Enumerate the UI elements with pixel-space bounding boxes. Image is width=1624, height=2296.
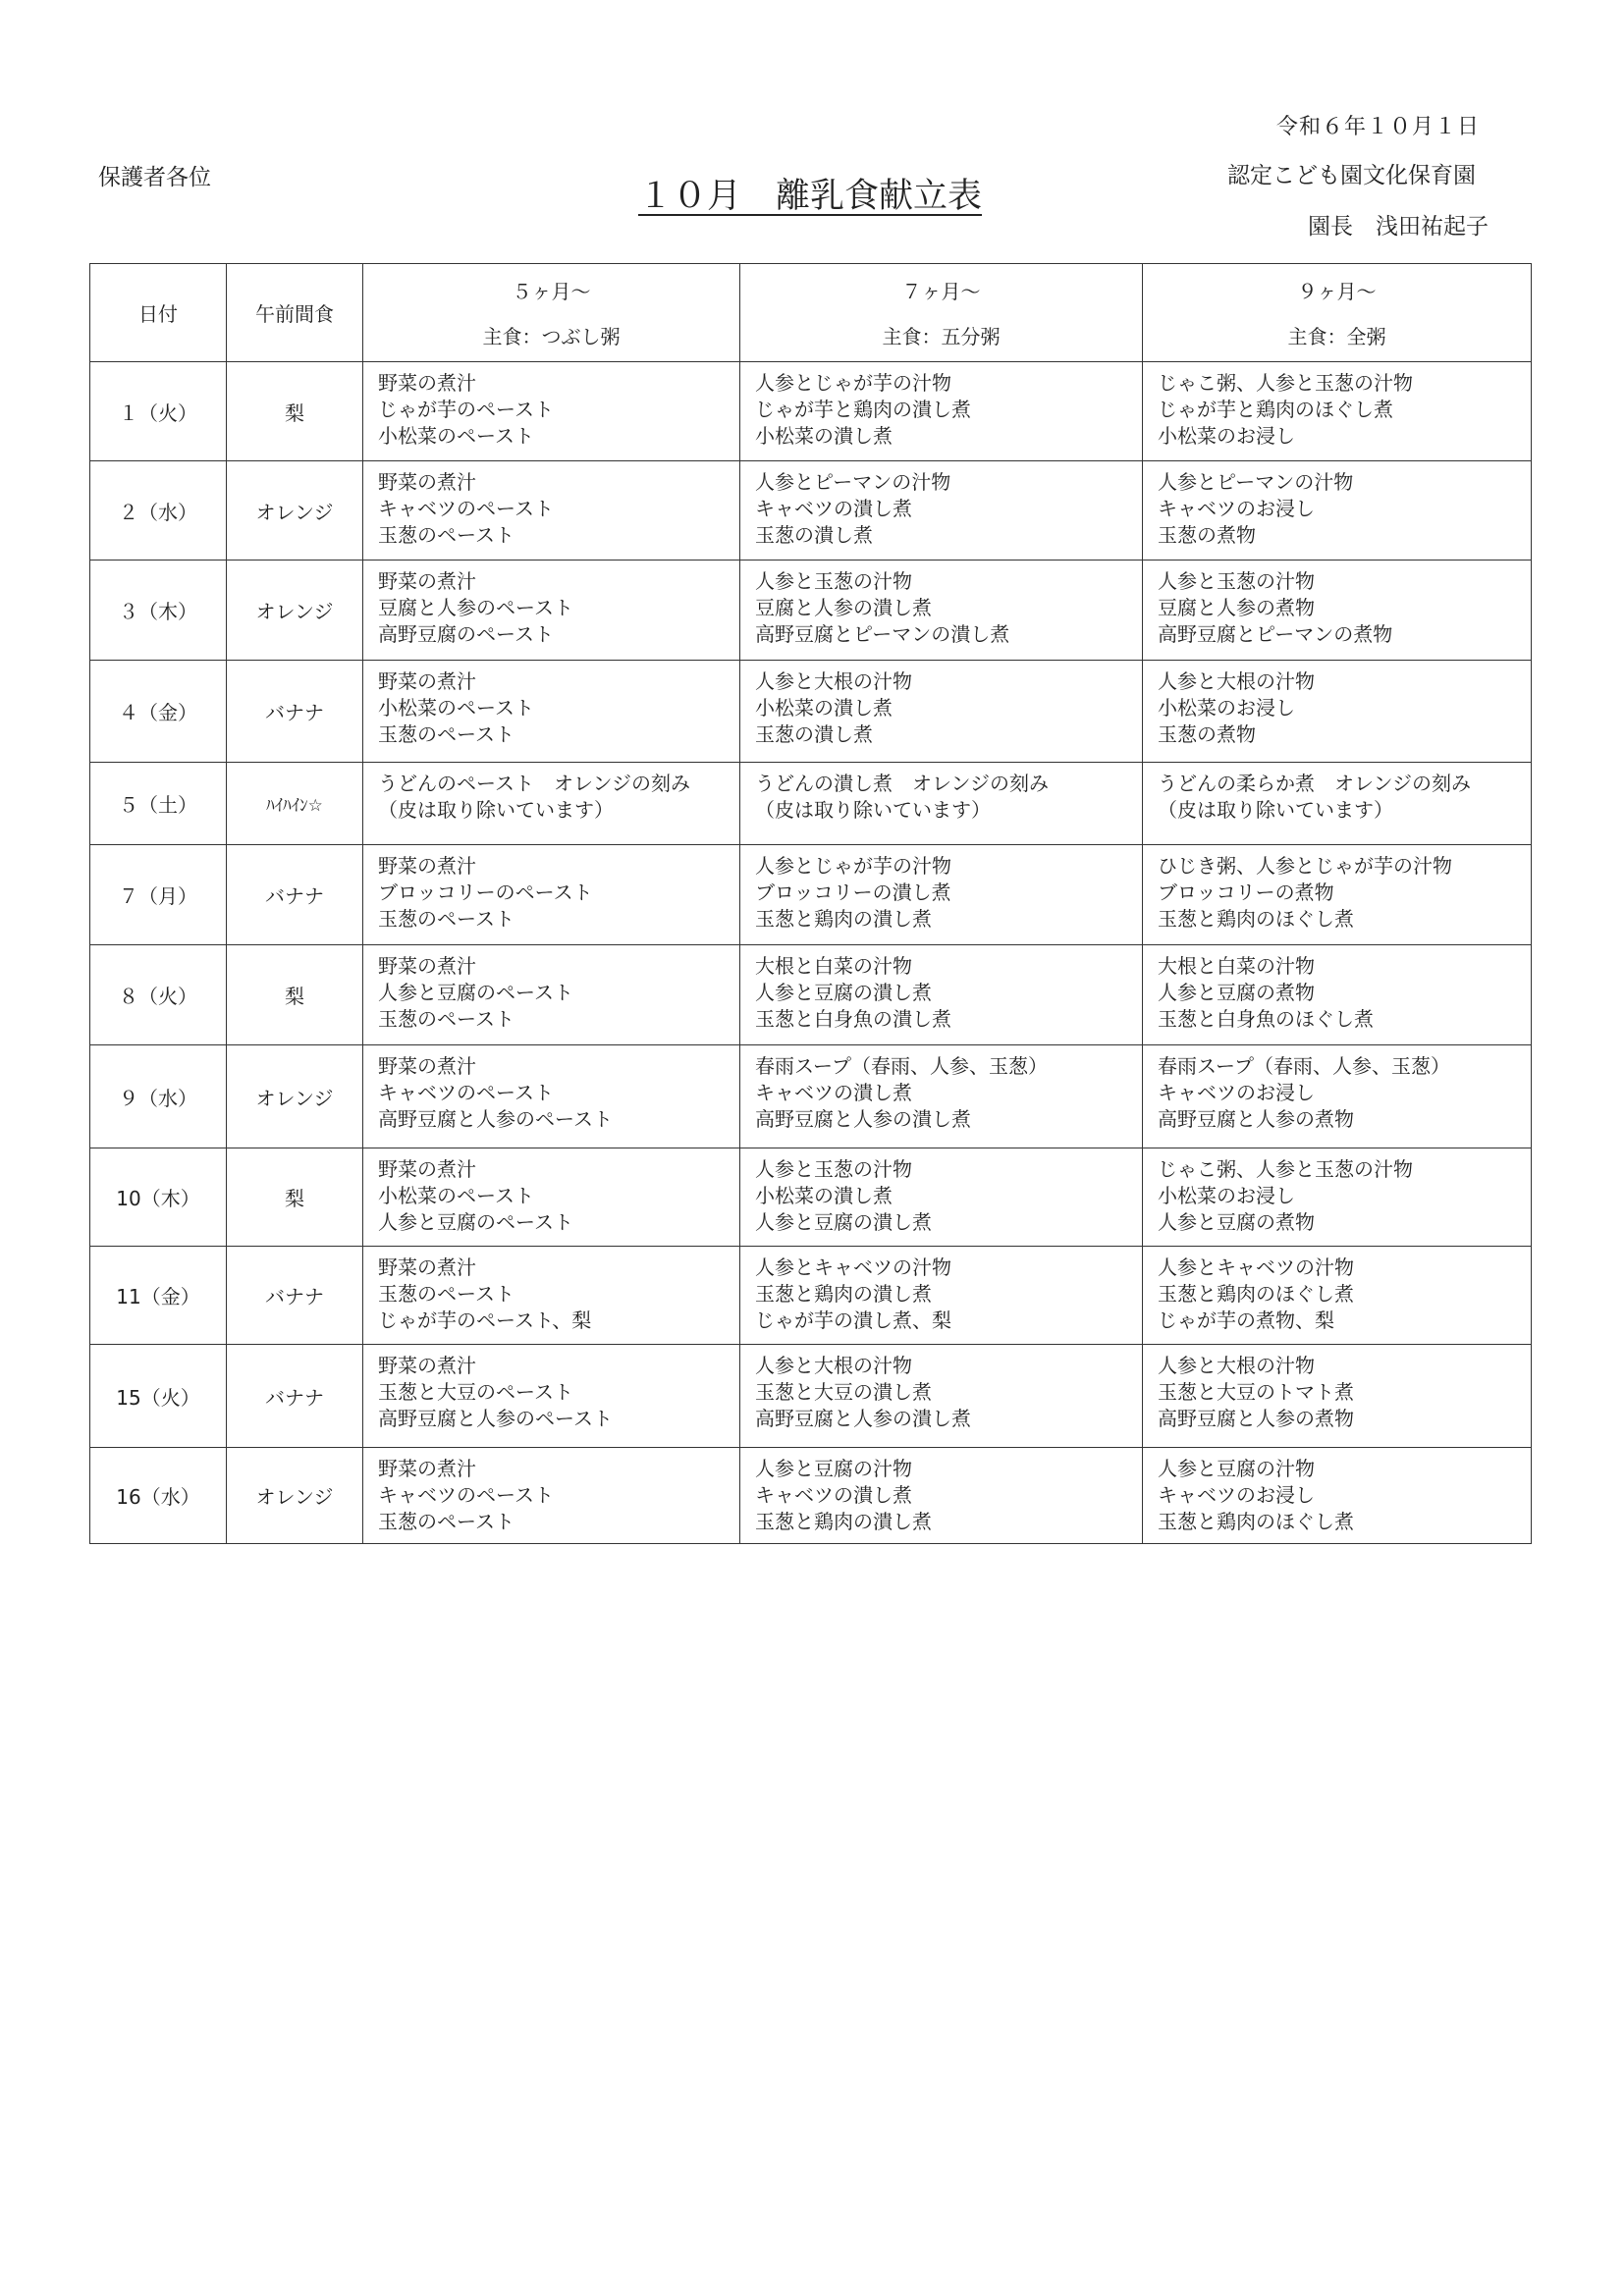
menu-item: 豆腐と人参の煮物 (1158, 596, 1315, 619)
stage-9m-column-header (1143, 264, 1532, 362)
stage-9m-menu-cell (1143, 362, 1532, 461)
menu-item: 玉葱と大豆の潰し煮 (755, 1380, 932, 1404)
stage-9m-menu-cell (1143, 945, 1532, 1045)
stage-7m-menu-cell (740, 1045, 1143, 1148)
table-row (90, 1247, 1532, 1345)
menu-item: 人参と玉葱の汁物 (1158, 569, 1315, 593)
menu-item: 玉葱と鶏肉の潰し煮 (755, 907, 932, 931)
menu-item: 人参とピーマンの汁物 (755, 470, 951, 494)
stage-9m-menu-cell (1143, 845, 1532, 945)
stage-5m-menu-cell (363, 945, 740, 1045)
menu-item: 玉葱と白身魚のほぐし煮 (1158, 1007, 1374, 1031)
menu-item: 玉葱の潰し煮 (755, 722, 873, 746)
menu-item: ひじき粥、人参とじゃが芋の汁物 (1158, 854, 1452, 878)
date-cell: 16（水） (90, 1448, 227, 1544)
menu-item: 高野豆腐とピーマンの煮物 (1158, 622, 1393, 646)
menu-item: （皮は取り除いています） (755, 798, 991, 822)
menu-item: キャベツの潰し煮 (755, 1081, 912, 1104)
stage-9m-menu-cell (1143, 1148, 1532, 1247)
menu-item: 玉葱のペースト (378, 523, 514, 547)
menu-item: 人参と大根の汁物 (1158, 1354, 1315, 1377)
menu-item: 人参と豆腐のペースト (378, 981, 573, 1004)
table-header-row (90, 264, 1532, 362)
stage-5m-menu-cell (363, 661, 740, 763)
snack-cell: オレンジ (227, 561, 363, 661)
menu-item: キャベツの潰し煮 (755, 497, 912, 520)
snack-cell: バナナ (227, 661, 363, 763)
menu-item: 豆腐と人参のペースト (378, 596, 573, 619)
stage-7m-menu-cell (740, 763, 1143, 845)
menu-item: 高野豆腐のペースト (378, 622, 554, 646)
table-row (90, 1448, 1532, 1544)
menu-item: ブロッコリーのペースト (378, 881, 593, 904)
stage-5m-menu-cell (363, 362, 740, 461)
stage-7m-menu-cell (740, 1148, 1143, 1247)
snack-cell: ﾊｲﾊｲﾝ☆ (227, 763, 363, 845)
menu-item: 人参とピーマンの汁物 (1158, 470, 1354, 494)
table-row (90, 1345, 1532, 1448)
menu-item: （皮は取り除いています） (378, 798, 614, 822)
stage-7m-menu-cell (740, 1247, 1143, 1345)
menu-item: 高野豆腐と人参の潰し煮 (755, 1107, 971, 1131)
stage-9m-menu-cell (1143, 561, 1532, 661)
stage-9m-menu-cell (1143, 461, 1532, 561)
menu-item: じゃが芋のペースト、梨 (378, 1308, 592, 1332)
stage-5m-age: ５ヶ月～ (512, 280, 591, 303)
date-cell: ３（木） (90, 561, 227, 661)
table-row (90, 845, 1532, 945)
date-cell: 11（金） (90, 1247, 227, 1345)
menu-item: 人参と豆腐の煮物 (1158, 1210, 1315, 1234)
menu-item: じゃが芋のペースト (378, 398, 554, 421)
stage-7m-menu-cell (740, 362, 1143, 461)
menu-item: 野菜の煮汁 (378, 1054, 476, 1078)
table-row (90, 362, 1532, 461)
menu-item: 玉葱の煮物 (1158, 523, 1256, 547)
menu-item: キャベツのお浸し (1158, 497, 1315, 520)
stage-5m-menu-cell (363, 1345, 740, 1448)
menu-item: 高野豆腐と人参の潰し煮 (755, 1407, 971, 1430)
menu-item: 人参とじゃが芋の汁物 (755, 854, 951, 878)
menu-item: じゃが芋の潰し煮、梨 (755, 1308, 951, 1332)
snack-cell: オレンジ (227, 1045, 363, 1148)
date-cell: ５（土） (90, 763, 227, 845)
menu-item: 玉葱の潰し煮 (755, 523, 873, 547)
menu-item: 野菜の煮汁 (378, 470, 476, 494)
menu-item: 野菜の煮汁 (378, 854, 476, 878)
menu-item: 野菜の煮汁 (378, 1157, 476, 1181)
menu-item: 玉葱のペースト (378, 1007, 514, 1031)
snack-cell: バナナ (227, 1247, 363, 1345)
snack-cell: バナナ (227, 845, 363, 945)
menu-item: 野菜の煮汁 (378, 1255, 476, 1279)
menu-item: 小松菜の潰し煮 (755, 424, 893, 448)
stage-7m-menu-cell (740, 945, 1143, 1045)
stage-7m-menu-cell (740, 1448, 1143, 1544)
menu-item: 人参と豆腐の煮物 (1158, 981, 1315, 1004)
menu-item: 小松菜のお浸し (1158, 696, 1295, 720)
menu-item: 小松菜のお浸し (1158, 1184, 1295, 1207)
menu-item: 人参と豆腐の潰し煮 (755, 981, 932, 1004)
menu-item: 高野豆腐と人参のペースト (378, 1407, 613, 1430)
snack-cell: オレンジ (227, 1448, 363, 1544)
menu-item: 豆腐と人参の潰し煮 (755, 596, 932, 619)
stage-5m-menu-cell (363, 763, 740, 845)
date-cell: １（火） (90, 362, 227, 461)
date-cell: 10（木） (90, 1148, 227, 1247)
menu-item: 玉葱と白身魚の潰し煮 (755, 1007, 951, 1031)
menu-table-body (90, 362, 1532, 1544)
date-cell: ９（水） (90, 1045, 227, 1148)
menu-item: 高野豆腐と人参のペースト (378, 1107, 613, 1131)
stage-5m-menu-cell (363, 1247, 740, 1345)
stage-9m-menu-cell (1143, 1247, 1532, 1345)
menu-item: じゃこ粥、人参と玉葱の汁物 (1158, 1157, 1413, 1181)
menu-item: 小松菜の潰し煮 (755, 696, 893, 720)
menu-item: じゃが芋と鶏肉のほぐし煮 (1158, 398, 1393, 421)
snack-cell: 梨 (227, 362, 363, 461)
menu-item: 大根と白菜の汁物 (755, 954, 912, 978)
menu-item: 小松菜のお浸し (1158, 424, 1295, 448)
menu-item: 人参と大根の汁物 (755, 1354, 912, 1377)
stage-5m-menu-cell (363, 1045, 740, 1148)
stage-5m-menu-cell (363, 1448, 740, 1544)
menu-item: キャベツの潰し煮 (755, 1483, 912, 1507)
stage-7m-staple: 主食：五分粥 (882, 325, 1001, 348)
menu-item: 玉葱と鶏肉のほぐし煮 (1158, 907, 1354, 931)
menu-item: 小松菜のペースト (378, 424, 534, 448)
stage-5m-menu-cell (363, 461, 740, 561)
menu-item: 春雨スープ（春雨、人参、玉葱） (1158, 1054, 1450, 1078)
page-title (511, 169, 1110, 218)
table-row (90, 945, 1532, 1045)
menu-item: 人参と大根の汁物 (1158, 669, 1315, 693)
issue-date: 令和６年１０月１日 (1276, 115, 1481, 139)
menu-item: 玉葱と鶏肉の潰し煮 (755, 1282, 932, 1306)
menu-item: 小松菜の潰し煮 (755, 1184, 893, 1207)
menu-item: ブロッコリーの潰し煮 (755, 881, 951, 904)
menu-item: 高野豆腐と人参の煮物 (1158, 1107, 1354, 1131)
snack-column-header: 午前間食 (227, 264, 363, 362)
menu-item: 玉葱のペースト (378, 722, 514, 746)
table-row (90, 1045, 1532, 1148)
stage-9m-menu-cell (1143, 661, 1532, 763)
menu-item: 人参と豆腐の潰し煮 (755, 1210, 932, 1234)
menu-item: キャベツのペースト (378, 1483, 554, 1507)
date-cell: 15（火） (90, 1345, 227, 1448)
principal-name: 園長 浅田祐起子 (1308, 214, 1489, 240)
menu-item: 人参と豆腐のペースト (378, 1210, 573, 1234)
menu-item: キャベツのペースト (378, 497, 554, 520)
menu-item: 玉葱のペースト (378, 907, 514, 931)
menu-item: 玉葱と鶏肉の潰し煮 (755, 1510, 932, 1533)
recipient: 保護者各位 (98, 165, 211, 190)
table-row (90, 561, 1532, 661)
menu-item: 高野豆腐と人参の煮物 (1158, 1407, 1354, 1430)
menu-item: 人参と大根の汁物 (755, 669, 912, 693)
stage-5m-staple: 主食：つぶし粥 (482, 325, 621, 348)
menu-item: 人参とキャベツの汁物 (755, 1255, 951, 1279)
stage-7m-menu-cell (740, 561, 1143, 661)
stage-7m-column-header (740, 264, 1143, 362)
menu-item: 玉葱のペースト (378, 1510, 514, 1533)
menu-item: キャベツのペースト (378, 1081, 554, 1104)
stage-9m-menu-cell (1143, 1448, 1532, 1544)
menu-item: じゃが芋の煮物、梨 (1158, 1308, 1334, 1332)
menu-item: 野菜の煮汁 (378, 371, 476, 395)
stage-9m-age: ９ヶ月～ (1297, 280, 1377, 303)
stage-7m-menu-cell (740, 461, 1143, 561)
menu-item: 野菜の煮汁 (378, 569, 476, 593)
menu-item: 大根と白菜の汁物 (1158, 954, 1315, 978)
stage-7m-age: ７ヶ月～ (901, 280, 981, 303)
menu-item: 野菜の煮汁 (378, 954, 476, 978)
table-row (90, 1148, 1532, 1247)
menu-item: 人参とじゃが芋の汁物 (755, 371, 951, 395)
menu-item: ブロッコリーの煮物 (1158, 881, 1334, 904)
stage-5m-menu-cell (363, 845, 740, 945)
menu-item: うどんの潰し煮 オレンジの刻み (755, 772, 1049, 795)
menu-item: 玉葱と鶏肉のほぐし煮 (1158, 1510, 1354, 1533)
stage-7m-menu-cell (740, 1345, 1143, 1448)
snack-cell: 梨 (227, 1148, 363, 1247)
school-name: 認定こども園文化保育園 (1227, 163, 1476, 188)
stage-9m-menu-cell (1143, 1345, 1532, 1448)
menu-item: キャベツのお浸し (1158, 1483, 1315, 1507)
menu-item: うどんのペースト オレンジの刻み (378, 772, 690, 795)
menu-item: じゃこ粥、人参と玉葱の汁物 (1158, 371, 1413, 395)
menu-item: 人参と豆腐の汁物 (755, 1457, 912, 1480)
menu-item: キャベツのお浸し (1158, 1081, 1315, 1104)
date-cell: ７（月） (90, 845, 227, 945)
menu-item: うどんの柔らか煮 オレンジの刻み (1158, 772, 1471, 795)
menu-item: 野菜の煮汁 (378, 1354, 476, 1377)
table-row (90, 661, 1532, 763)
snack-cell: 梨 (227, 945, 363, 1045)
stage-9m-menu-cell (1143, 1045, 1532, 1148)
menu-item: （皮は取り除いています） (1158, 798, 1393, 822)
date-cell: ２（水） (90, 461, 227, 561)
stage-5m-menu-cell (363, 561, 740, 661)
menu-item: 小松菜のペースト (378, 696, 534, 720)
stage-5m-column-header (363, 264, 740, 362)
table-row (90, 461, 1532, 561)
menu-item: 玉葱のペースト (378, 1282, 514, 1306)
date-cell: ８（火） (90, 945, 227, 1045)
menu-item: 玉葱と大豆のトマト煮 (1158, 1380, 1354, 1404)
stage-9m-staple: 主食：全粥 (1287, 325, 1386, 348)
menu-item: 人参と玉葱の汁物 (755, 1157, 912, 1181)
menu-item: 野菜の煮汁 (378, 669, 476, 693)
menu-item: 玉葱と大豆のペースト (378, 1380, 573, 1404)
date-column-header: 日付 (90, 264, 227, 362)
menu-item: 春雨スープ（春雨、人参、玉葱） (755, 1054, 1048, 1078)
snack-cell: バナナ (227, 1345, 363, 1448)
menu-item: 野菜の煮汁 (378, 1457, 476, 1480)
menu-item: 小松菜のペースト (378, 1184, 534, 1207)
menu-item: 玉葱の煮物 (1158, 722, 1256, 746)
stage-7m-menu-cell (740, 661, 1143, 763)
menu-item: 人参と豆腐の汁物 (1158, 1457, 1315, 1480)
stage-5m-menu-cell (363, 1148, 740, 1247)
table-row (90, 763, 1532, 845)
stage-7m-menu-cell (740, 845, 1143, 945)
menu-item: 玉葱と鶏肉のほぐし煮 (1158, 1282, 1354, 1306)
stage-9m-menu-cell (1143, 763, 1532, 845)
menu-item: 人参と玉葱の汁物 (755, 569, 912, 593)
menu-item: じゃが芋と鶏肉の潰し煮 (755, 398, 971, 421)
menu-item: 高野豆腐とピーマンの潰し煮 (755, 622, 1010, 646)
snack-cell: オレンジ (227, 461, 363, 561)
date-cell: ４（金） (90, 661, 227, 763)
page-title-text: １０月 離乳食献立表 (637, 177, 982, 216)
menu-item: 人参とキャベツの汁物 (1158, 1255, 1354, 1279)
menu-table (89, 263, 1532, 1544)
